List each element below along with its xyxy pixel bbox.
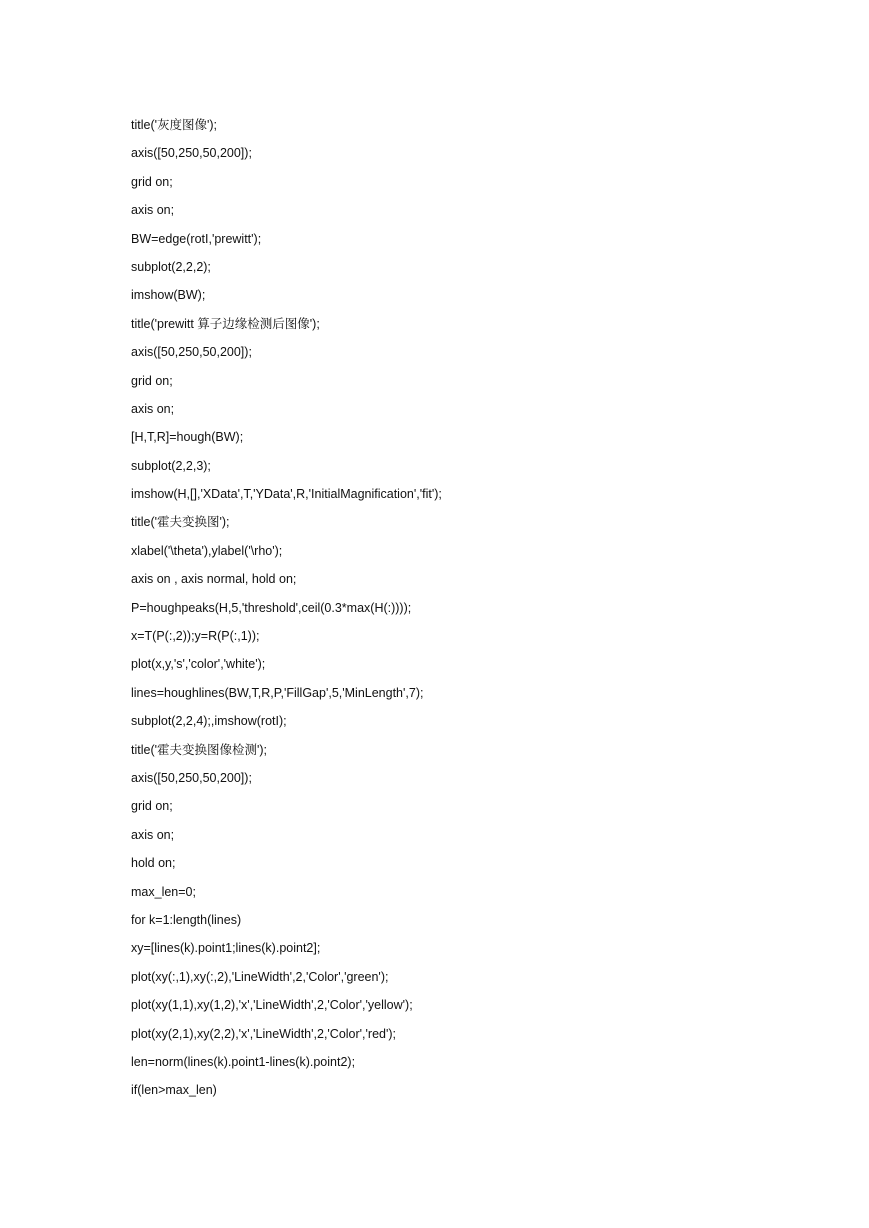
code-line: plot(xy(:,1),xy(:,2),'LineWidth',2,'Color','green');	[131, 969, 389, 984]
code-line: for k=1:length(lines)	[131, 912, 242, 927]
code-line: axis([50,250,50,200]);	[131, 770, 252, 785]
code-line: axis on;	[131, 401, 175, 416]
code-line: title('灰度图像');	[131, 118, 218, 132]
code-line: grid on;	[131, 799, 173, 814]
code-line: subplot(2,2,4);,imshow(rotI);	[131, 714, 287, 729]
code-line: plot(xy(1,1),xy(1,2),'x','LineWidth',2,'Color','yellow');	[131, 998, 413, 1013]
code-line: xy=[lines(k).point1;lines(k).point2];	[131, 941, 321, 956]
code-line: axis([50,250,50,200]);	[131, 146, 252, 161]
code-line: plot(xy(2,1),xy(2,2),'x','LineWidth',2,'Color','red');	[131, 1026, 397, 1041]
code-line: axis on;	[131, 203, 175, 218]
code-line: lines=houghlines(BW,T,R,P,'FillGap',5,'MinLength',7);	[131, 685, 424, 700]
code-line: imshow(BW);	[131, 288, 206, 303]
code-line: grid on;	[131, 174, 173, 189]
code-line: len=norm(lines(k).point1-lines(k).point2);	[131, 1054, 356, 1069]
code-line: hold on;	[131, 856, 176, 871]
code-line: axis([50,250,50,200]);	[131, 345, 252, 360]
code-line: BW=edge(rotI,'prewitt');	[131, 231, 262, 246]
code-line: title('prewitt 算子边缘检测后图像');	[131, 316, 320, 331]
code-line: P=houghpeaks(H,5,'threshold',ceil(0.3*max(H(:))));	[131, 600, 412, 615]
code-line: title('霍夫变换图');	[131, 515, 230, 530]
code-line: axis on , axis normal, hold on;	[131, 572, 297, 587]
code-line: grid on;	[131, 373, 173, 388]
code-line: max_len=0;	[131, 884, 196, 899]
code-line: plot(x,y,'s','color','white');	[131, 657, 266, 672]
code-line: subplot(2,2,2);	[131, 259, 211, 274]
code-line: imshow(H,[],'XData',T,'YData',R,'InitialMagnification','fit');	[131, 487, 442, 502]
code-line: subplot(2,2,3);	[131, 458, 211, 473]
code-line: axis on;	[131, 827, 175, 842]
code-line: if(len>max_len)	[131, 1083, 217, 1098]
code-line: xlabel('\theta'),ylabel('\rho');	[131, 543, 283, 558]
code-line: [H,T,R]=hough(BW);	[131, 430, 244, 445]
code-line: x=T(P(:,2));y=R(P(:,1));	[131, 629, 260, 644]
code-line: title('霍夫变换图像检测');	[131, 742, 268, 757]
matlab-code-block	[131, 114, 442, 1108]
